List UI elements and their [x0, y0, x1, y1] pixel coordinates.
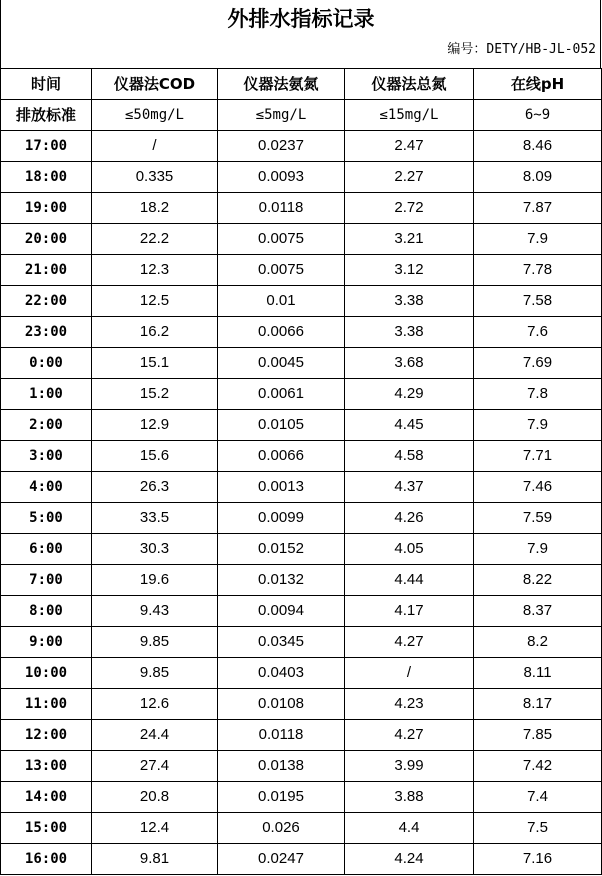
cell-time: 2:00 — [1, 410, 92, 441]
table-row — [1, 596, 602, 627]
standard-total-nitrogen: ≤15mg/L — [345, 100, 474, 131]
cell-time: 10:00 — [1, 658, 92, 689]
cell-ammonia-nitrogen: 0.0138 — [218, 751, 345, 782]
cell-cod: 12.5 — [92, 286, 218, 317]
cell-ammonia-nitrogen: 0.0195 — [218, 782, 345, 813]
cell-time: 22:00 — [1, 286, 92, 317]
standard-label: 排放标准 — [1, 100, 92, 131]
cell-time: 18:00 — [1, 162, 92, 193]
cell-cod: 26.3 — [92, 472, 218, 503]
table-row — [1, 441, 602, 472]
cell-ph: 7.5 — [474, 813, 602, 844]
cell-total-nitrogen: 4.58 — [345, 441, 474, 472]
cell-cod: 12.4 — [92, 813, 218, 844]
cell-cod: 0.335 — [92, 162, 218, 193]
cell-cod: 18.2 — [92, 193, 218, 224]
standard-ph: 6~9 — [474, 100, 602, 131]
page-title: 外排水指标记录 — [227, 7, 375, 31]
cell-cod: 9.81 — [92, 844, 218, 875]
header-ammonia-nitrogen: 仪器法氨氮 — [218, 69, 345, 100]
cell-ammonia-nitrogen: 0.0105 — [218, 410, 345, 441]
cell-ph: 7.71 — [474, 441, 602, 472]
cell-cod: 9.85 — [92, 658, 218, 689]
cell-total-nitrogen: 4.24 — [345, 844, 474, 875]
cell-ph: 8.46 — [474, 131, 602, 162]
table-row — [1, 658, 602, 689]
table-row — [1, 255, 602, 286]
cell-ammonia-nitrogen: 0.0132 — [218, 565, 345, 596]
cell-ammonia-nitrogen: 0.0013 — [218, 472, 345, 503]
cell-ammonia-nitrogen: 0.0066 — [218, 317, 345, 348]
cell-ammonia-nitrogen: 0.01 — [218, 286, 345, 317]
table-row — [1, 782, 602, 813]
cell-ph: 7.9 — [474, 410, 602, 441]
cell-time: 9:00 — [1, 627, 92, 658]
table-row — [1, 720, 602, 751]
cell-cod: 9.85 — [92, 627, 218, 658]
cell-total-nitrogen: 2.27 — [345, 162, 474, 193]
cell-time: 20:00 — [1, 224, 92, 255]
table-row — [1, 503, 602, 534]
cell-cod: 15.1 — [92, 348, 218, 379]
cell-time: 21:00 — [1, 255, 92, 286]
cell-ammonia-nitrogen: 0.0108 — [218, 689, 345, 720]
cell-time: 23:00 — [1, 317, 92, 348]
cell-total-nitrogen: 3.12 — [345, 255, 474, 286]
cell-ammonia-nitrogen: 0.0061 — [218, 379, 345, 410]
cell-time: 5:00 — [1, 503, 92, 534]
document-number: 编号：DETY/HB-JL-052 — [447, 42, 596, 57]
cell-cod: / — [92, 131, 218, 162]
cell-cod: 24.4 — [92, 720, 218, 751]
table-row — [1, 689, 602, 720]
cell-total-nitrogen: 3.99 — [345, 751, 474, 782]
cell-ph: 8.17 — [474, 689, 602, 720]
cell-cod: 15.6 — [92, 441, 218, 472]
cell-cod: 19.6 — [92, 565, 218, 596]
cell-total-nitrogen: 4.27 — [345, 720, 474, 751]
cell-total-nitrogen: 2.47 — [345, 131, 474, 162]
cell-ph: 7.16 — [474, 844, 602, 875]
cell-total-nitrogen: 4.45 — [345, 410, 474, 441]
header-time: 时间 — [1, 69, 92, 100]
cell-time: 0:00 — [1, 348, 92, 379]
cell-time: 17:00 — [1, 131, 92, 162]
cell-ammonia-nitrogen: 0.026 — [218, 813, 345, 844]
table-row — [1, 348, 602, 379]
cell-total-nitrogen: 3.21 — [345, 224, 474, 255]
cell-cod: 33.5 — [92, 503, 218, 534]
cell-time: 11:00 — [1, 689, 92, 720]
cell-total-nitrogen: 4.26 — [345, 503, 474, 534]
cell-total-nitrogen: / — [345, 658, 474, 689]
cell-ammonia-nitrogen: 0.0345 — [218, 627, 345, 658]
cell-total-nitrogen: 3.38 — [345, 317, 474, 348]
cell-time: 6:00 — [1, 534, 92, 565]
cell-cod: 16.2 — [92, 317, 218, 348]
cell-ammonia-nitrogen: 0.0075 — [218, 224, 345, 255]
cell-total-nitrogen: 3.88 — [345, 782, 474, 813]
standard-cod: ≤50mg/L — [92, 100, 218, 131]
table-body — [1, 100, 602, 875]
cell-ammonia-nitrogen: 0.0237 — [218, 131, 345, 162]
cell-ammonia-nitrogen: 0.0099 — [218, 503, 345, 534]
cell-cod: 30.3 — [92, 534, 218, 565]
header-total-nitrogen: 仪器法总氮 — [345, 69, 474, 100]
discharge-record-table — [0, 68, 602, 875]
cell-ammonia-nitrogen: 0.0247 — [218, 844, 345, 875]
standard-ammonia-nitrogen: ≤5mg/L — [218, 100, 345, 131]
cell-ammonia-nitrogen: 0.0094 — [218, 596, 345, 627]
table-row — [1, 627, 602, 658]
cell-ph: 7.59 — [474, 503, 602, 534]
cell-ph: 8.37 — [474, 596, 602, 627]
cell-ph: 7.9 — [474, 224, 602, 255]
table-row — [1, 565, 602, 596]
cell-ph: 8.09 — [474, 162, 602, 193]
cell-ph: 7.69 — [474, 348, 602, 379]
cell-ph: 7.46 — [474, 472, 602, 503]
table-row — [1, 162, 602, 193]
header-ph: 在线pH — [474, 69, 602, 100]
cell-cod: 12.6 — [92, 689, 218, 720]
cell-total-nitrogen: 4.27 — [345, 627, 474, 658]
cell-time: 14:00 — [1, 782, 92, 813]
cell-cod: 22.2 — [92, 224, 218, 255]
cell-ph: 7.8 — [474, 379, 602, 410]
cell-ph: 8.22 — [474, 565, 602, 596]
cell-time: 13:00 — [1, 751, 92, 782]
cell-ph: 7.87 — [474, 193, 602, 224]
cell-ammonia-nitrogen: 0.0152 — [218, 534, 345, 565]
cell-total-nitrogen: 3.38 — [345, 286, 474, 317]
cell-total-nitrogen: 3.68 — [345, 348, 474, 379]
cell-ph: 7.6 — [474, 317, 602, 348]
cell-time: 3:00 — [1, 441, 92, 472]
cell-ammonia-nitrogen: 0.0093 — [218, 162, 345, 193]
cell-cod: 15.2 — [92, 379, 218, 410]
cell-ammonia-nitrogen: 0.0045 — [218, 348, 345, 379]
cell-cod: 12.9 — [92, 410, 218, 441]
cell-time: 7:00 — [1, 565, 92, 596]
header-row — [1, 69, 602, 100]
cell-time: 4:00 — [1, 472, 92, 503]
cell-ammonia-nitrogen: 0.0118 — [218, 193, 345, 224]
cell-time: 8:00 — [1, 596, 92, 627]
table-row — [1, 751, 602, 782]
table-row — [1, 813, 602, 844]
table-row — [1, 317, 602, 348]
cell-total-nitrogen: 4.23 — [345, 689, 474, 720]
table-row — [1, 193, 602, 224]
table-row — [1, 472, 602, 503]
cell-time: 16:00 — [1, 844, 92, 875]
cell-ph: 7.9 — [474, 534, 602, 565]
cell-ammonia-nitrogen: 0.0118 — [218, 720, 345, 751]
table-row — [1, 410, 602, 441]
cell-ammonia-nitrogen: 0.0075 — [218, 255, 345, 286]
cell-time: 1:00 — [1, 379, 92, 410]
cell-ph: 7.42 — [474, 751, 602, 782]
cell-cod: 9.43 — [92, 596, 218, 627]
cell-total-nitrogen: 2.72 — [345, 193, 474, 224]
table-row — [1, 286, 602, 317]
table-row — [1, 844, 602, 875]
table-row — [1, 131, 602, 162]
table-row — [1, 534, 602, 565]
cell-ph: 8.2 — [474, 627, 602, 658]
cell-total-nitrogen: 4.17 — [345, 596, 474, 627]
cell-ph: 7.78 — [474, 255, 602, 286]
cell-ph: 7.4 — [474, 782, 602, 813]
cell-time: 15:00 — [1, 813, 92, 844]
table-row — [1, 379, 602, 410]
cell-time: 19:00 — [1, 193, 92, 224]
cell-ph: 8.11 — [474, 658, 602, 689]
cell-cod: 20.8 — [92, 782, 218, 813]
table-row — [1, 224, 602, 255]
standard-row — [1, 100, 602, 131]
cell-cod: 12.3 — [92, 255, 218, 286]
cell-total-nitrogen: 4.4 — [345, 813, 474, 844]
cell-total-nitrogen: 4.05 — [345, 534, 474, 565]
cell-total-nitrogen: 4.29 — [345, 379, 474, 410]
cell-ammonia-nitrogen: 0.0403 — [218, 658, 345, 689]
cell-cod: 27.4 — [92, 751, 218, 782]
cell-time: 12:00 — [1, 720, 92, 751]
header-cod: 仪器法COD — [92, 69, 218, 100]
cell-ammonia-nitrogen: 0.0066 — [218, 441, 345, 472]
cell-ph: 7.58 — [474, 286, 602, 317]
cell-ph: 7.85 — [474, 720, 602, 751]
cell-total-nitrogen: 4.37 — [345, 472, 474, 503]
cell-total-nitrogen: 4.44 — [345, 565, 474, 596]
